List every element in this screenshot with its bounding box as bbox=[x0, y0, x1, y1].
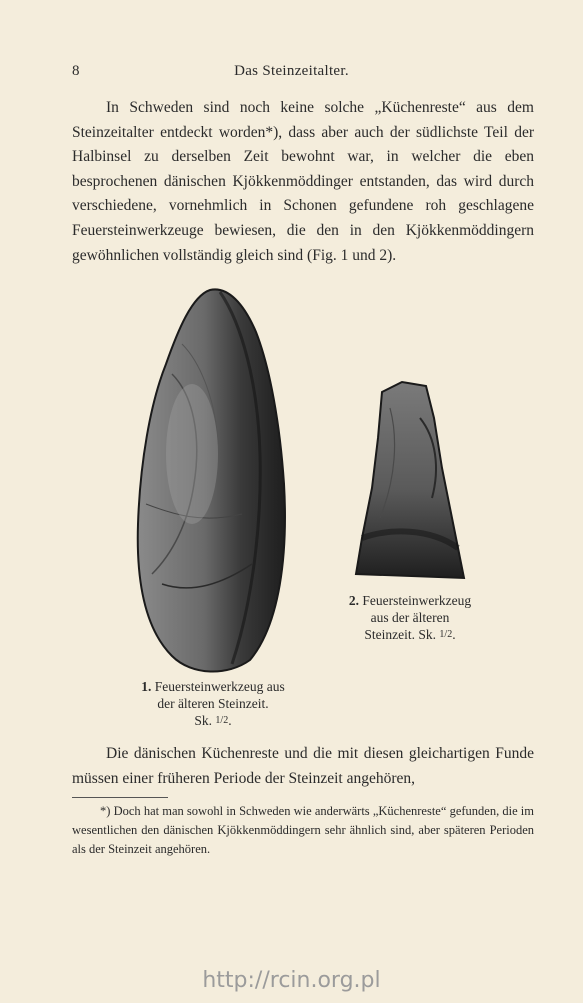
page-number: 8 bbox=[72, 63, 80, 79]
figure-1-scale-label: Sk. bbox=[194, 713, 213, 728]
figure-1-hand-axe-illustration bbox=[132, 284, 287, 674]
figure-1-caption-line-2: der älteren Steinzeit. bbox=[157, 696, 269, 711]
footnote-divider bbox=[72, 797, 168, 798]
figure-1-scale-fraction: 1/2 bbox=[215, 715, 229, 726]
figure-2-caption-line-3: Steinzeit. Sk. bbox=[364, 627, 437, 642]
watermark-link[interactable]: http://rcin.org.pl bbox=[202, 968, 381, 993]
figure-1-number: 1. bbox=[141, 679, 152, 694]
figure-2-flint-tool-illustration bbox=[350, 378, 468, 588]
body-paragraph: In Schweden sind noch keine solche „Küchenreste“ aus dem Steinzeitalter entdeckt worden*), dass aber auch der südlichste Teil der Halbinsel zu derselben Zeit bewohnt war, in welcher die eben besprochenen dänischen Kjökkenmöddinger entstanden, das wird durch verschiedene, vornehmlich in Schonen gefundene roh geschlagene Feuersteinwerkzeuge bewiesen, die den in den Kjökkenmöddingern gewöhnlichen vollständig gleich sind (Fig. 1 und 2). bbox=[72, 99, 534, 264]
figure-1-caption-line-1: Feuersteinwerkzeug aus bbox=[154, 679, 285, 694]
body-paragraph-2: Die dänischen Küchenreste und die mit diesen gleichartigen Funde müssen einer früheren Periode der Steinzeit angehören, bbox=[72, 745, 534, 787]
running-head: Das Steinzeitalter. bbox=[234, 63, 349, 79]
figure-2-caption: 2. Feuersteinwerkzeug aus der älteren Steinzeit. Sk. 1/2. bbox=[330, 592, 490, 643]
figure-2-caption-line-1: Feuersteinwerkzeug bbox=[362, 593, 472, 608]
figure-1-caption: 1. Feuersteinwerkzeug aus der älteren Steinzeit. Sk. 1/2. bbox=[118, 678, 308, 729]
footnote: *) Doch hat man sowohl in Schweden wie anderwärts „Küchenreste“ gefunden, die im wesentlichen den dänischen Kjökkenmöddingern sehr ähnlich sind, aber späteren Perioden als der Steinzeit angehören. bbox=[72, 804, 534, 856]
figure-2-number: 2. bbox=[348, 593, 360, 608]
figure-2-caption-line-2: aus der älteren bbox=[370, 610, 450, 625]
figure-2-scale-fraction: 1/2 bbox=[439, 629, 453, 640]
